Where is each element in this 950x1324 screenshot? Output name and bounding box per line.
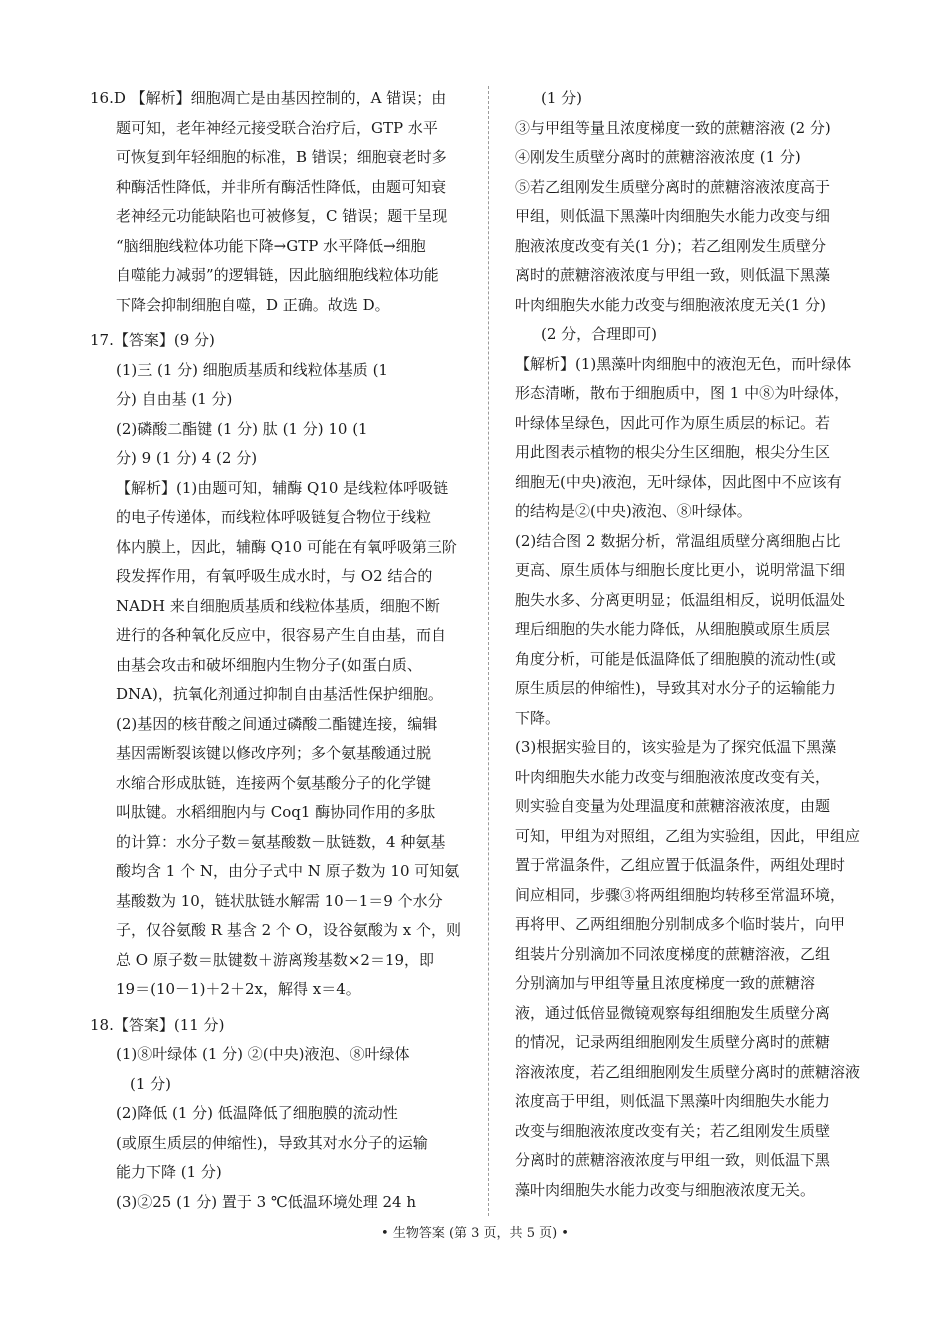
q18-analysis-line: 间应相同，步骤③将两组细胞均转移至常温环境， xyxy=(515,885,846,904)
q18-analysis-line: 液，通过低倍显微镜观察每组细胞发生质壁分离 xyxy=(515,1003,831,1022)
q18-answer-line: (2)降低 (1 分) 低温降低了细胞膜的流动性 xyxy=(116,1104,398,1122)
q18-analysis-line: 角度分析，可能是低温降低了细胞膜的流动性(或 xyxy=(515,649,836,668)
q16-line: 种酶活性降低，并非所有酶活性降低，由题可知衰 xyxy=(116,177,447,196)
q17-analysis-line: 的计算：水分子数＝氨基酸数－肽链数，4 种氨基 xyxy=(116,832,446,851)
q18-analysis-line: 置于常温条件，乙组应置于低温条件，两组处理时 xyxy=(515,856,846,874)
page-footer: • 生物答案 (第 3 页，共 5 页) • xyxy=(381,1226,569,1241)
q18-analysis-line: 组装片分别滴加不同浓度梯度的蔗糖溶液，乙组 xyxy=(515,944,831,963)
left-column xyxy=(90,84,462,1217)
q18-answer-line: 胞液浓度改变有关(1 分)；若乙组刚发生质壁分 xyxy=(515,236,827,255)
q18-answer-line: (或原生质层的伸缩性)，导致其对水分子的运输 xyxy=(116,1133,428,1152)
q17-analysis-line: 水缩合形成肽链，连接两个氨基酸分子的化学键 xyxy=(116,773,432,792)
q18-analysis-line: 则实验自变量为处理温度和蔗糖溶液浓度，由题 xyxy=(515,797,831,815)
q17-analysis-line: 由基会攻击和破坏细胞内生物分子(如蛋白质、 xyxy=(116,655,422,674)
q18-answer-line: ⑤若乙组刚发生质壁分离时的蔗糖溶液浓度高于 xyxy=(515,177,831,196)
q18-answer-line: 叶肉细胞失水能力改变与细胞液浓度无关(1 分) xyxy=(515,295,827,314)
q16-line: 老神经元功能缺陷也可被修复，C 错误；题干呈现 xyxy=(116,207,448,225)
q17-analysis-line: 叫肽键。水稻细胞内与 Coq1 酶协同作用的多肽 xyxy=(116,803,436,821)
q17-analysis-line: 酸均含 1 个 N，由分子式中 N 原子数为 10 可知氨 xyxy=(116,862,460,880)
q16-line: 题可知，老年神经元接受联合治疗后，GTP 水平 xyxy=(116,118,438,137)
q18-analysis-line: 用此图表示植物的根尖分生区细胞，根尖分生区 xyxy=(515,443,831,461)
q17-analysis-line: 的电子传递体，而线粒体呼吸链复合物位于线粒 xyxy=(116,508,432,526)
q18-analysis-line: 浓度高于甲组，则低温下黑藻叶肉细胞失水能力 xyxy=(515,1092,831,1110)
q17-answer-heading: 17.【答案】(9 分) xyxy=(90,331,215,349)
q18-answer-line: (1 分) xyxy=(541,89,583,107)
q18-answer-line: (3)②25 (1 分) 置于 3 ℃低温环境处理 24 h xyxy=(116,1192,417,1211)
q17-analysis-line: 【解析】(1)由题可知，辅酶 Q10 是线粒体呼吸链 xyxy=(116,478,449,497)
q17-analysis-line: 体内膜上，因此，辅酶 Q10 可能在有氧呼吸第三阶 xyxy=(116,537,457,556)
q17-analysis-line: 19＝(10－1)＋2＋2x，解得 x＝4。 xyxy=(116,980,361,998)
right-column xyxy=(515,84,861,1205)
q18-answer-line: (2 分，合理即可) xyxy=(541,325,658,343)
q18-analysis-line: 【解析】(1)黑藻叶肉细胞中的液泡无色，而叶绿体 xyxy=(515,354,852,373)
q18-analysis-line: 理后细胞的失水能力降低，从细胞膜或原生质层 xyxy=(515,620,831,638)
q18-analysis-line: 的结构是②(中央)液泡、⑧叶绿体。 xyxy=(515,502,752,520)
q17-analysis-line: 进行的各种氧化反应中，很容易产生自由基，而自 xyxy=(116,626,447,644)
q18-analysis-line: 分离时的蔗糖溶液浓度与甲组一致，则低温下黑 xyxy=(515,1151,831,1169)
q18-answer-line: 能力下降 (1 分) xyxy=(116,1163,222,1181)
q16-line: 可恢复到年轻细胞的标准，B 错误；细胞衰老时多 xyxy=(116,148,447,166)
q18-analysis-line: 下降。 xyxy=(515,708,561,727)
q17-analysis-line: (2)基因的核苷酸之间通过磷酸二酯键连接，编辑 xyxy=(116,714,438,733)
q18-answer-line: 甲组，则低温下黑藻叶肉细胞失水能力改变与细 xyxy=(515,207,831,225)
q18-analysis-line: (2)结合图 2 数据分析，常温组质壁分离细胞占比 xyxy=(515,531,841,550)
q16-line: 16.D 【解析】细胞凋亡是由基因控制的，A 错误；由 xyxy=(90,89,447,107)
column-divider xyxy=(488,86,489,1216)
q17-answer-line: (2)磷酸二酯键 (1 分) 肽 (1 分) 10 (1 xyxy=(116,419,368,438)
q18-answer-line: ④刚发生质壁分离时的蔗糖溶液浓度 (1 分) xyxy=(515,148,801,166)
q17-analysis-line: 基酸数为 10，链状肽链水解需 10－1＝9 个水分 xyxy=(116,891,443,910)
q18-answer-line: 离时的蔗糖溶液浓度与甲组一致，则低温下黑藻 xyxy=(515,266,831,284)
q18-analysis-line: 藻叶肉细胞失水能力改变与细胞液浓度无关。 xyxy=(515,1180,816,1199)
q17-analysis-line: DNA)，抗氧化剂通过抑制自由基活性保护细胞。 xyxy=(116,685,443,703)
q18-analysis-line: 的情况，记录两组细胞刚发生质壁分离时的蔗糖 xyxy=(515,1033,831,1051)
q18-analysis-line: 形态清晰，散布于细胞质中，图 1 中⑧为叶绿体， xyxy=(515,384,850,402)
q17-answer-line: 分) 自由基 (1 分) xyxy=(116,390,233,408)
q17-analysis-line: 段发挥作用，有氧呼吸生成水时，与 O2 结合的 xyxy=(116,567,433,585)
q18-analysis-line: 叶肉细胞失水能力改变与细胞液浓度改变有关， xyxy=(515,767,831,786)
q18-analysis-line: 更高、原生质体与细胞长度比更小，说明常温下细 xyxy=(515,561,846,579)
q18-answer-line: ③与甲组等量且浓度梯度一致的蔗糖溶液 (2 分) xyxy=(515,118,831,137)
q18-analysis-line: 改变与细胞液浓度改变有关；若乙组刚发生质壁 xyxy=(515,1121,831,1140)
q18-analysis-line: 分别滴加与甲组等量且浓度梯度一致的蔗糖溶 xyxy=(515,974,816,992)
q18-answer-line: (1)⑧叶绿体 (1 分) ②(中央)液泡、⑧叶绿体 xyxy=(116,1045,410,1063)
q16-line: 自噬能力减弱”的逻辑链，因此脑细胞线粒体功能 xyxy=(116,266,439,284)
q18-analysis-line: 胞失水多、分离更明显；低温组相反，说明低温处 xyxy=(515,590,846,609)
q17-analysis-line: 子，仅谷氨酸 R 基含 2 个 O，设谷氨酸为 x 个，则 xyxy=(116,921,461,939)
q18-analysis-line: 细胞无(中央)液泡，无叶绿体，因此图中不应该有 xyxy=(515,472,842,491)
q18-analysis-line: 可知，甲组为对照组，乙组为实验组，因此，甲组应 xyxy=(515,826,861,845)
q18-analysis-line: 溶液浓度，若乙组细胞刚发生质壁分离时的蔗糖溶液 xyxy=(515,1062,861,1081)
q17-analysis-line: 基因需断裂该键以修改序列；多个氨基酸通过脱 xyxy=(116,744,432,762)
q18-analysis-line: (3)根据实验目的，该实验是为了探究低温下黑藻 xyxy=(515,738,837,756)
q18-answer-line: (1 分) xyxy=(130,1074,172,1093)
q18-answer-heading: 18.【答案】(11 分) xyxy=(90,1015,225,1034)
q16-line: 下降会抑制细胞自噬，D 正确。故选 D。 xyxy=(116,295,390,314)
q17-answer-line: 分) 9 (1 分) 4 (2 分) xyxy=(116,449,258,467)
q17-answer-line: (1)三 (1 分) 细胞质基质和线粒体基质 (1 xyxy=(116,360,388,379)
q17-analysis-line: 总 O 原子数＝肽键数＋游离羧基数×2＝19，即 xyxy=(116,950,435,969)
q17-analysis-line: NADH 来自细胞质基质和线粒体基质，细胞不断 xyxy=(116,596,440,615)
q18-analysis-line: 叶绿体呈绿色，因此可作为原生质层的标记。若 xyxy=(515,413,831,432)
q16-line: “脑细胞线粒体功能下降→GTP 水平降低→细胞 xyxy=(116,236,426,255)
q18-analysis-line: 原生质层的伸缩性)，导致其对水分子的运输能力 xyxy=(515,679,836,697)
q18-analysis-line: 再将甲、乙两组细胞分别制成多个临时装片，向甲 xyxy=(515,915,846,933)
